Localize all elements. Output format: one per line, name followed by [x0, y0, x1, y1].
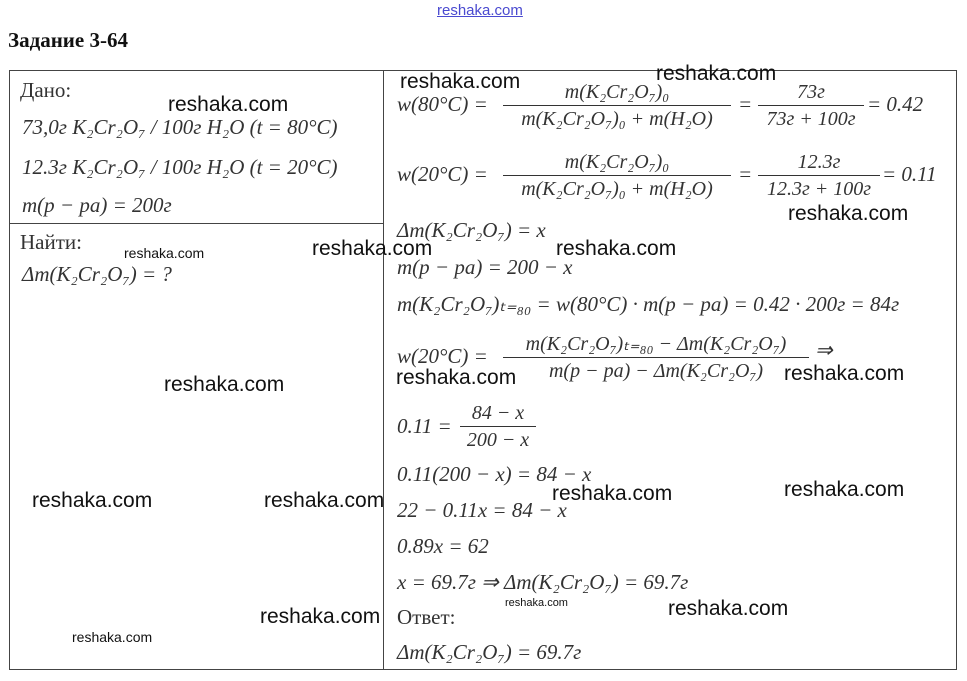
watermark: reshaka.com — [656, 62, 777, 85]
find-label: Найти: — [20, 230, 82, 254]
eq1-numerator-value: 73г — [758, 80, 864, 106]
eq1-lhs: w(80°C) = — [397, 92, 488, 116]
eq2-fraction-values — [758, 150, 880, 201]
watermark: reshaka.com — [784, 362, 905, 385]
watermark: reshaka.com — [552, 482, 673, 505]
watermark: reshaka.com — [124, 245, 205, 261]
eq1-denominator-value: 73г + 100г — [766, 108, 856, 130]
watermark: reshaka.com — [784, 478, 905, 501]
eq1-equals: = — [738, 92, 753, 116]
watermark: reshaka.com — [72, 629, 153, 645]
answer-value: Δm(K₂Cr₂O₇) = 69.7г — [397, 640, 582, 664]
solution-line-4: m(p − pa) = 200 − x — [397, 255, 573, 279]
solution-line-11: x = 69.7г ⇒ Δm(K₂Cr₂O₇) = 69.7г — [397, 570, 689, 594]
given-label: Дано: — [20, 78, 72, 102]
eq1-result: = 0.42 — [867, 92, 924, 116]
eq2-fraction — [503, 150, 731, 201]
eq2-numerator: m(K₂Cr₂O₇)₀ — [503, 150, 731, 176]
eq6-arrow: ⇒ — [815, 338, 833, 362]
eq6-fraction — [503, 332, 809, 383]
eq6-denominator: m(p − pa) − Δm(K₂Cr₂O₇) — [548, 360, 764, 382]
solution-line-10: 0.89x = 62 — [397, 534, 489, 558]
task-title: Задание 3-64 — [8, 28, 128, 52]
watermark: reshaka.com — [312, 237, 433, 260]
site-link[interactable]: reshaka.com — [437, 2, 523, 19]
column-divider — [383, 70, 384, 670]
solution-line-8: 0.11(200 − x) = 84 − x — [397, 462, 592, 486]
eq7-lhs: 0.11 = — [397, 414, 452, 438]
watermark: reshaka.com — [164, 373, 285, 396]
watermark: reshaka.com — [400, 70, 521, 93]
given-find-divider — [9, 223, 384, 224]
eq1-fraction-values — [758, 80, 864, 131]
watermark: reshaka.com — [556, 237, 677, 260]
eq2-result: = 0.11 — [882, 162, 937, 186]
watermark: reshaka.com — [668, 597, 789, 620]
eq1-fraction — [503, 80, 731, 131]
solution-line-3: Δm(K₂Cr₂O₇) = x — [397, 218, 546, 242]
given-line-3: m(p − pa) = 200г — [22, 193, 172, 217]
eq7-fraction — [460, 401, 536, 452]
given-line-1: 73,0г K₂Cr₂O₇ / 100г H₂O (t = 80°C) — [22, 115, 338, 139]
watermark: reshaka.com — [264, 489, 385, 512]
eq1-numerator: m(K₂Cr₂O₇)₀ — [503, 80, 731, 106]
eq7-numerator: 84 − x — [460, 401, 536, 427]
watermark: reshaka.com — [788, 202, 909, 225]
eq2-denominator: m(K₂Cr₂O₇)₀ + m(H₂O) — [521, 178, 713, 200]
watermark: reshaka.com — [396, 366, 517, 389]
eq7-denominator: 200 − x — [466, 429, 530, 451]
eq2-equals: = — [738, 162, 753, 186]
eq2-lhs: w(20°C) = — [397, 162, 488, 186]
watermark: reshaka.com — [168, 93, 289, 116]
eq2-denominator-value: 12.3г + 100г — [766, 178, 872, 200]
find-line-1: Δm(K₂Cr₂O₇) = ? — [22, 262, 172, 286]
solution-line-9: 22 − 0.11x = 84 − x — [397, 498, 567, 522]
eq2-numerator-value: 12.3г — [758, 150, 880, 176]
eq1-denominator: m(K₂Cr₂O₇)₀ + m(H₂O) — [521, 108, 713, 130]
watermark: reshaka.com — [260, 605, 381, 628]
watermark: reshaka.com — [505, 597, 568, 609]
watermark: reshaka.com — [32, 489, 153, 512]
eq6-lhs: w(20°C) = — [397, 344, 488, 368]
solution-line-5: m(K₂Cr₂O₇)ₜ₌₈₀ = w(80°C) · m(p − pa) = 0.42 · 200г = 84г — [397, 292, 900, 316]
given-line-2: 12.3г K₂Cr₂O₇ / 100г H₂O (t = 20°C) — [22, 155, 338, 179]
answer-label: Ответ: — [397, 605, 456, 629]
eq6-numerator: m(K₂Cr₂O₇)ₜ₌₈₀ − Δm(K₂Cr₂O₇) — [503, 332, 809, 358]
